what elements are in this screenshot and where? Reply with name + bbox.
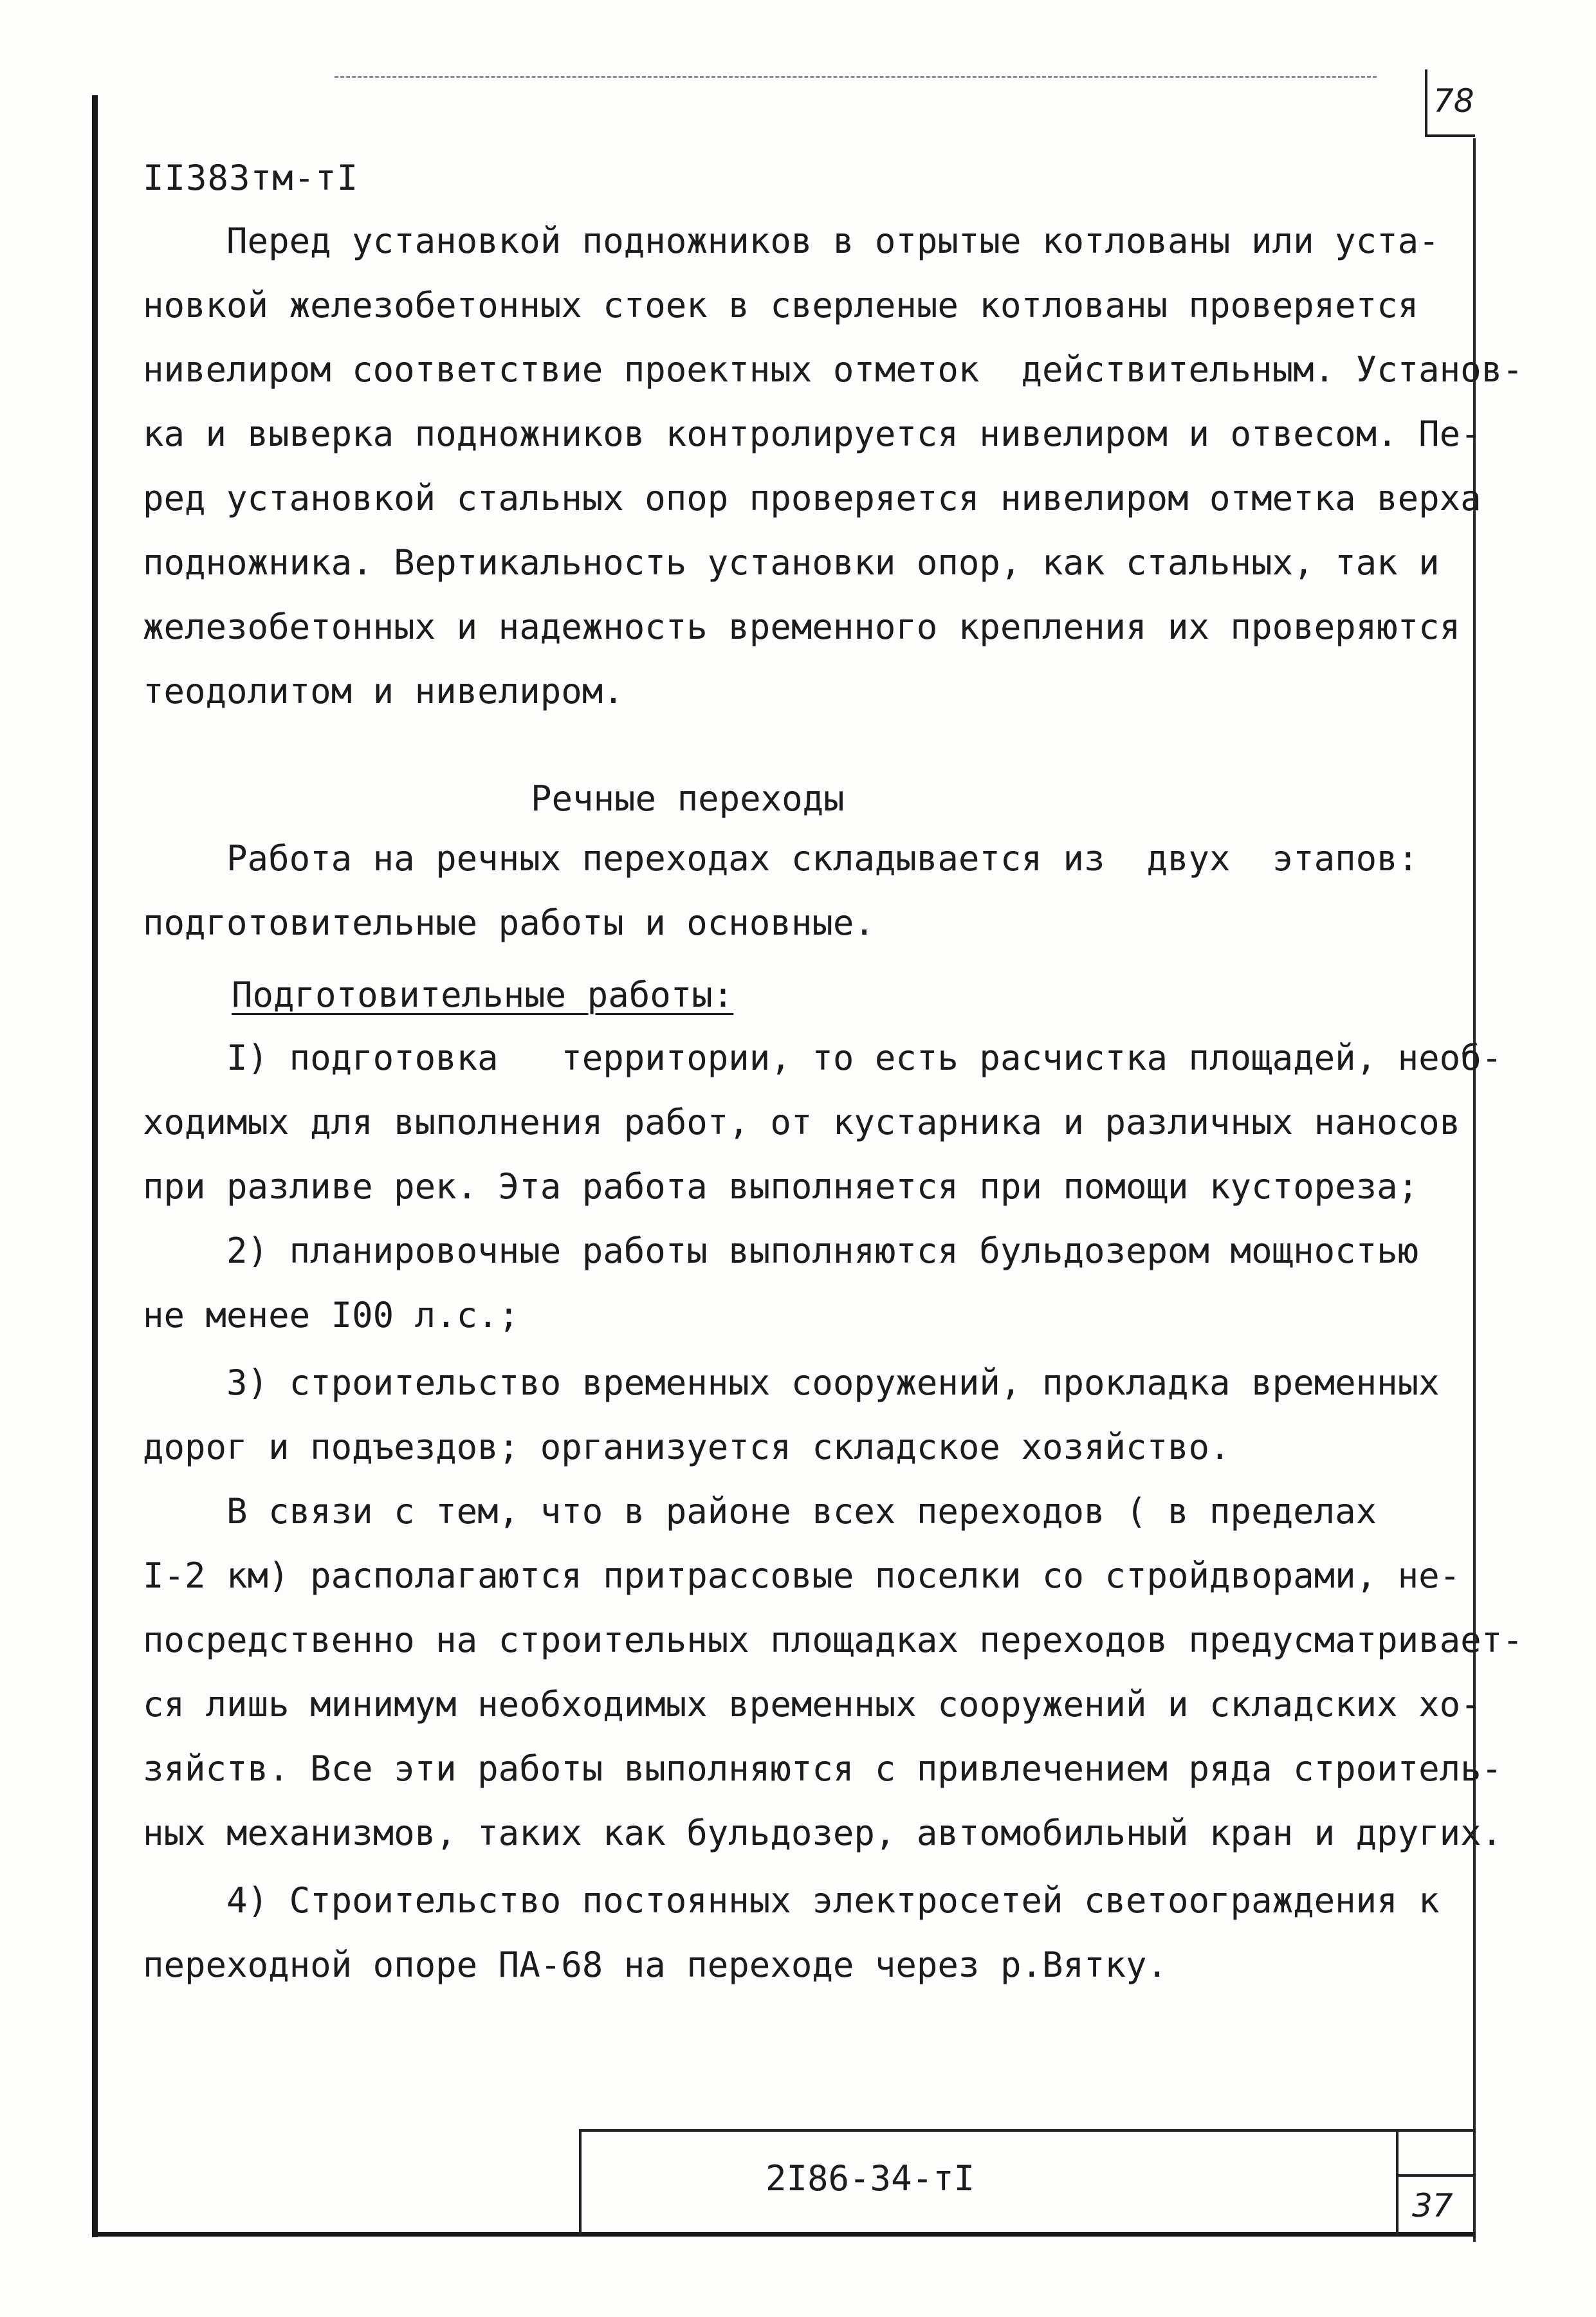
text-line: 4) Строительство постоянных электросетей светоограждения к [143, 1880, 1440, 1921]
text-line: I-2 км) располагаются притрассовые поселки со стройдворами, не- [143, 1555, 1461, 1596]
text-line: железобетонных и надежность временного крепления их проверяются [143, 607, 1461, 647]
text-line: зяйств. Все эти работы выполняются с привлечением ряда строитель- [143, 1748, 1503, 1789]
text-line: не менее I00 л.с.; [143, 1295, 520, 1335]
text-line: при разливе рек. Эта работа выполняется при помощи кустореза; [143, 1166, 1419, 1207]
text-line: нивелиром соответствие проектных отметок действительным. Установ- [143, 349, 1523, 390]
text-line: I) подготовка территории, то есть расчистка площадей, необ- [143, 1038, 1503, 1078]
title-block [579, 2129, 1476, 2235]
text-line: ред установкой стальных опор проверяется нивелиром отметка верха [143, 478, 1481, 518]
title-block-divider-horizontal [1396, 2174, 1476, 2177]
text-line: подготовительные работы и основные. [143, 902, 875, 943]
title-block-code: 2I86-34-тI [766, 2158, 975, 2199]
top-dashed-line [335, 76, 1377, 78]
text-line: ка и выверка подножников контролируется нивелиром и отвесом. Пе- [143, 414, 1481, 454]
text-line: ных механизмов, таких как бульдозер, автомобильный кран и других. [143, 1813, 1503, 1853]
frame-left-border [92, 95, 98, 2237]
section-heading: Речные переходы [531, 778, 845, 819]
text-line: посредственно на строительных площадках переходов предусматривает- [143, 1620, 1523, 1660]
text-line: новкой железобетонных стоек в сверленые котлованы проверяется [143, 285, 1419, 325]
text-line: дорог и подъездов; организуется складское хозяйство. [143, 1427, 1231, 1467]
text-line: переходной опоре ПА-68 на переходе через р.Вятку. [143, 1945, 1168, 1985]
sheet-number: 78 [1433, 82, 1474, 120]
text-line: 3) строительство временных сооружений, прокладка временных [143, 1362, 1440, 1403]
text-line: Перед установкой подножников в отрытые котлованы или уста- [143, 221, 1440, 261]
text-line: ходимых для выполнения работ, от кустарника и различных наносов [143, 1102, 1461, 1142]
text-line: теодолитом и нивелиром. [143, 671, 624, 711]
text-line: ся лишь минимум необходимых временных сооружений и складских хо- [143, 1684, 1481, 1725]
title-block-divider [1396, 2129, 1399, 2235]
title-block-sheet-number: 37 [1412, 2187, 1453, 2224]
text-line: подножника. Вертикальность установки опор, как стальных, так и [143, 542, 1440, 583]
document-code: II383тм-тI [143, 158, 359, 198]
subsection-heading: Подготовительные работы: [232, 975, 734, 1015]
text-line: 2) планировочные работы выполняются бульдозером мощностью [143, 1231, 1419, 1271]
text-line: В связи с тем, что в районе всех переходов ( в пределах [143, 1491, 1377, 1532]
text-line: Работа на речных переходах складывается из двух этапов: [143, 838, 1419, 879]
